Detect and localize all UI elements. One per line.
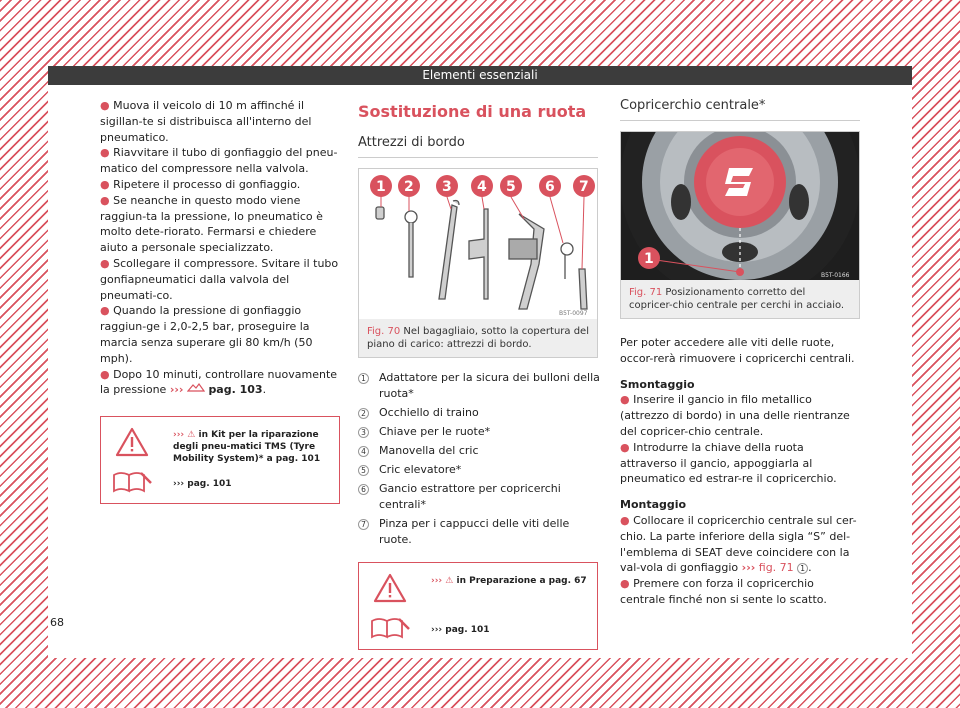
note-text: ››› pag. 101 — [173, 479, 232, 490]
middle-column — [358, 98, 604, 650]
bullet-6: ● Quando la pressione di gonfiaggio raggiun-ge i 2,0-2,5 bar, proseguire la marcia senza superare gli 80 km/h (50 mph). — [100, 304, 313, 365]
figure-70 — [358, 168, 598, 358]
mount-bullet-1: ● Collocare il copricerchio centrale sul cer-chio. La parte inferiore della sigla “S” del-l'emblema di SEAT deve coincidere con la val-vola di gonfiaggio ››› fig. 71 1 . — [620, 513, 857, 575]
svg-text:4: 4 — [477, 179, 487, 195]
svg-text:5: 5 — [506, 179, 516, 195]
page-header: Elementi essenziali — [48, 66, 912, 85]
figure-71 — [620, 131, 860, 319]
svg-text:1: 1 — [376, 179, 386, 195]
figure-71-caption: Fig. 71 Posizionamento corretto del copricer-chio centrale per cerchi in acciaio. — [621, 280, 859, 318]
svg-text:3: 3 — [442, 179, 452, 195]
mount-heading: Montaggio — [620, 498, 687, 512]
svg-text:6: 6 — [545, 179, 555, 195]
list-item: 2 Occhiello di traino — [358, 405, 604, 421]
svg-text:2: 2 — [404, 179, 414, 195]
svg-text:7: 7 — [579, 179, 589, 195]
remove-bullet-2: ● Introdurre la chiave della ruota attraverso il gancio, appoggiarla al pneumatico ed estrar-re il copricerchio. — [620, 440, 837, 486]
warning-box — [358, 562, 598, 650]
tools-illustration — [359, 169, 597, 319]
bullet-4: ● Se neanche in questo modo viene raggiun-ta la pressione, lo pneumatico è molto dete-riorato. Fermarsi e chiedere aiuto a personale specializzato. — [100, 193, 323, 255]
page-number: 68 — [50, 616, 64, 629]
remove-heading: Smontaggio — [620, 377, 695, 391]
warning-triangle-icon — [115, 427, 149, 457]
bullet-5: ● Scollegare il compressore. Svitare il tubo gonfiapneumatici dalla valvola del pneumati-co. — [100, 256, 339, 302]
hubcap-drawing — [621, 132, 859, 280]
tyre-kit-icon — [187, 382, 205, 393]
page-ref-link[interactable]: pag. 103 — [208, 383, 263, 397]
section-subtitle: Attrezzi di bordo — [358, 135, 598, 158]
list-item: 3 Chiave per le ruote* — [358, 424, 604, 440]
warning-triangle-icon — [373, 573, 407, 603]
warning-box — [100, 416, 340, 504]
intro-paragraph: Per poter accedere alle viti delle ruote, occor-rerà rimuovere i copricerchi centrali. — [620, 336, 855, 365]
warning-text: ››› ⚠ in Preparazione a pag. 67 — [431, 576, 587, 586]
svg-text:B5T-0097: B5T-0097 — [559, 310, 588, 317]
mount-bullet-2: ● Premere con forza il copricerchio centrale finché non si sente lo scatto. — [620, 577, 827, 606]
section-title: Sostituzione di una ruota — [358, 102, 587, 121]
section-title: Copricerchio centrale* — [620, 98, 860, 121]
list-item: 7 Pinza per i cappucci delle viti delle ruote. — [358, 516, 604, 548]
bullet-3: ● Ripetere il processo di gonfiaggio. — [100, 177, 301, 191]
toolkit-drawing — [359, 169, 597, 319]
figure-70-caption: Fig. 70 Nel bagagliaio, sotto la copertura del piano di carico: attrezzi di bordo. — [359, 319, 597, 357]
bullet-7: ● Dopo 10 minuti, controllare nuovamente la pressione ››› pag. 103. — [100, 367, 338, 397]
right-column — [620, 98, 860, 608]
remove-bullet-1: ● Inserire il gancio in filo metallico (attrezzo di bordo) in una delle rientranze del copricer-chio centrale. — [620, 393, 850, 438]
tools-list — [358, 370, 604, 548]
list-item: 5 Cric elevatore* — [358, 462, 604, 478]
list-item: 4 Manovella del cric — [358, 443, 604, 459]
note-text: ››› pag. 101 — [431, 625, 490, 635]
note-book-icon — [369, 615, 411, 641]
figure-ref-link[interactable]: fig. 71 — [758, 561, 794, 575]
svg-text:1: 1 — [644, 251, 654, 267]
bullet-2: ● Riavvitare il tubo di gonfiaggio del pneu-matico del compressore nella valvola. — [100, 146, 338, 176]
hubcap-photo — [621, 132, 859, 280]
list-item: 6 Gancio estrattore per copricerchi centrali* — [358, 481, 604, 513]
svg-text:B5T-0166: B5T-0166 — [821, 272, 850, 279]
left-column — [100, 98, 340, 504]
list-item: 1 Adattatore per la sicura dei bulloni della ruota* — [358, 370, 604, 402]
bullet-1: ● Muova il veicolo di 10 m affinché il sigillan-te si distribuisca all'interno del pneumatico. — [100, 99, 312, 144]
warning-text: ››› ⚠ in Kit per la riparazione degli pneu-matici TMS (Tyre Mobility System)* a pag. 101 — [173, 430, 321, 465]
link-arrow[interactable]: ››› — [169, 383, 184, 397]
note-book-icon — [111, 469, 153, 495]
